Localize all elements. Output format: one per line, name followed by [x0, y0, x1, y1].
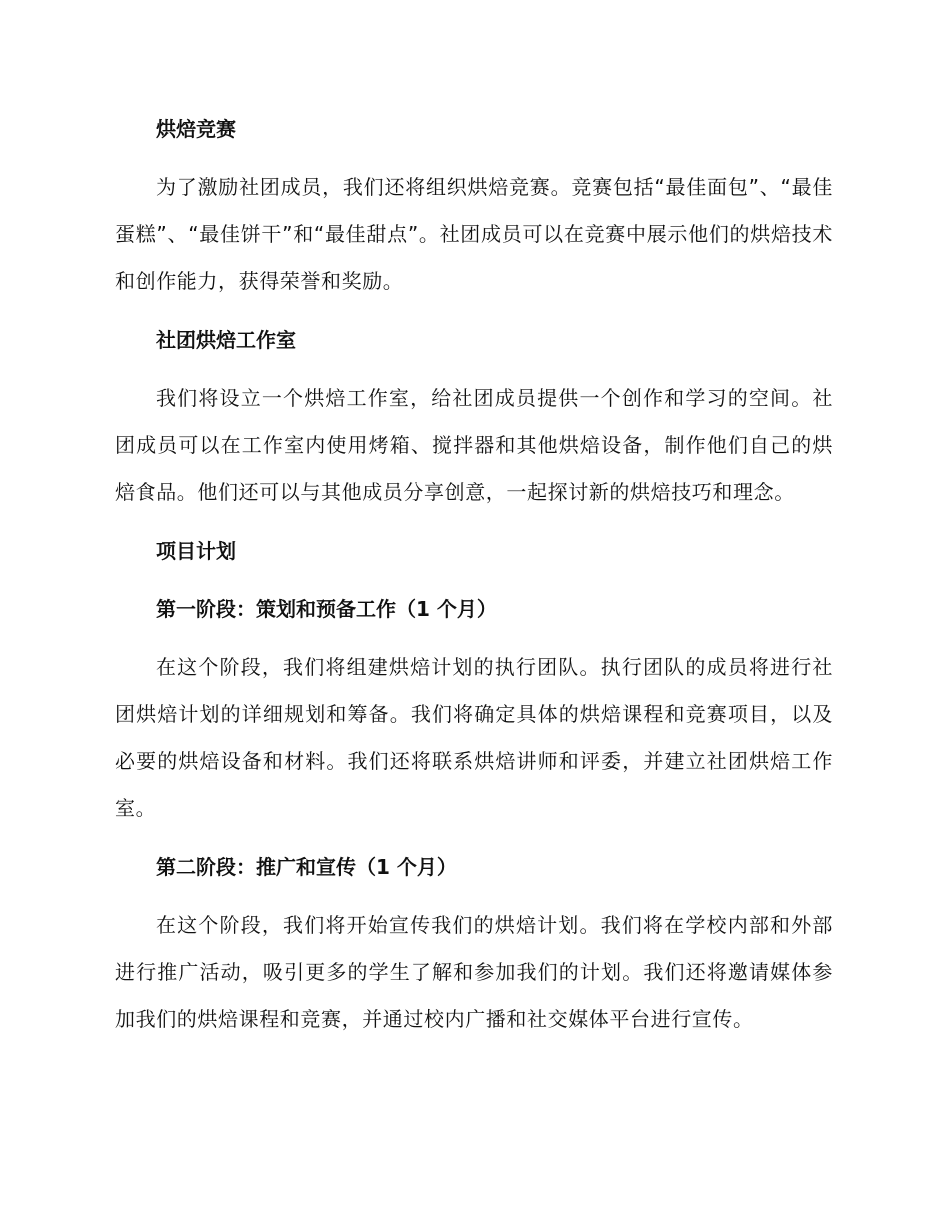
section-paragraph-baking-contest: 为了激励社团成员，我们还将组织烘焙竞赛。竞赛包括“最佳面包”、“最佳蛋糕”、“最佳饼干”和“最佳甜点”。社团成员可以在竞赛中展示他们的烘焙技术和创作能力，获得荣誉和奖励。	[115, 175, 833, 293]
section-heading-baking-contest: 烘焙竞赛	[156, 117, 236, 141]
section-heading-project-plan: 项目计划	[156, 539, 236, 563]
section-heading-phase-two: 第二阶段：推广和宣传（1 个月）	[156, 855, 457, 879]
section-heading-baking-studio: 社团烘焙工作室	[156, 328, 296, 352]
document-body	[115, 106, 833, 1055]
section-paragraph-phase-two: 在这个阶段，我们将开始宣传我们的烘焙计划。我们将在学校内部和外部进行推广活动，吸引更多的学生了解和参加我们的计划。我们还将邀请媒体参加我们的烘焙课程和竞赛，并通过校内广播和社交媒体平台进行宣传。	[115, 913, 833, 1031]
section-paragraph-baking-studio: 我们将设立一个烘焙工作室，给社团成员提供一个创作和学习的空间。社团成员可以在工作室内使用烤箱、搅拌器和其他烘焙设备，制作他们自己的烘焙食品。他们还可以与其他成员分享创意，一起探讨新的烘焙技巧和理念。	[115, 386, 833, 504]
section-paragraph-phase-one: 在这个阶段，我们将组建烘焙计划的执行团队。执行团队的成员将进行社团烘焙计划的详细规划和筹备。我们将确定具体的烘焙课程和竞赛项目，以及必要的烘焙设备和材料。我们还将联系烘焙讲师和评委，并建立社团烘焙工作室。	[115, 655, 833, 820]
section-heading-phase-one: 第一阶段：策划和预备工作（1 个月）	[156, 597, 497, 621]
